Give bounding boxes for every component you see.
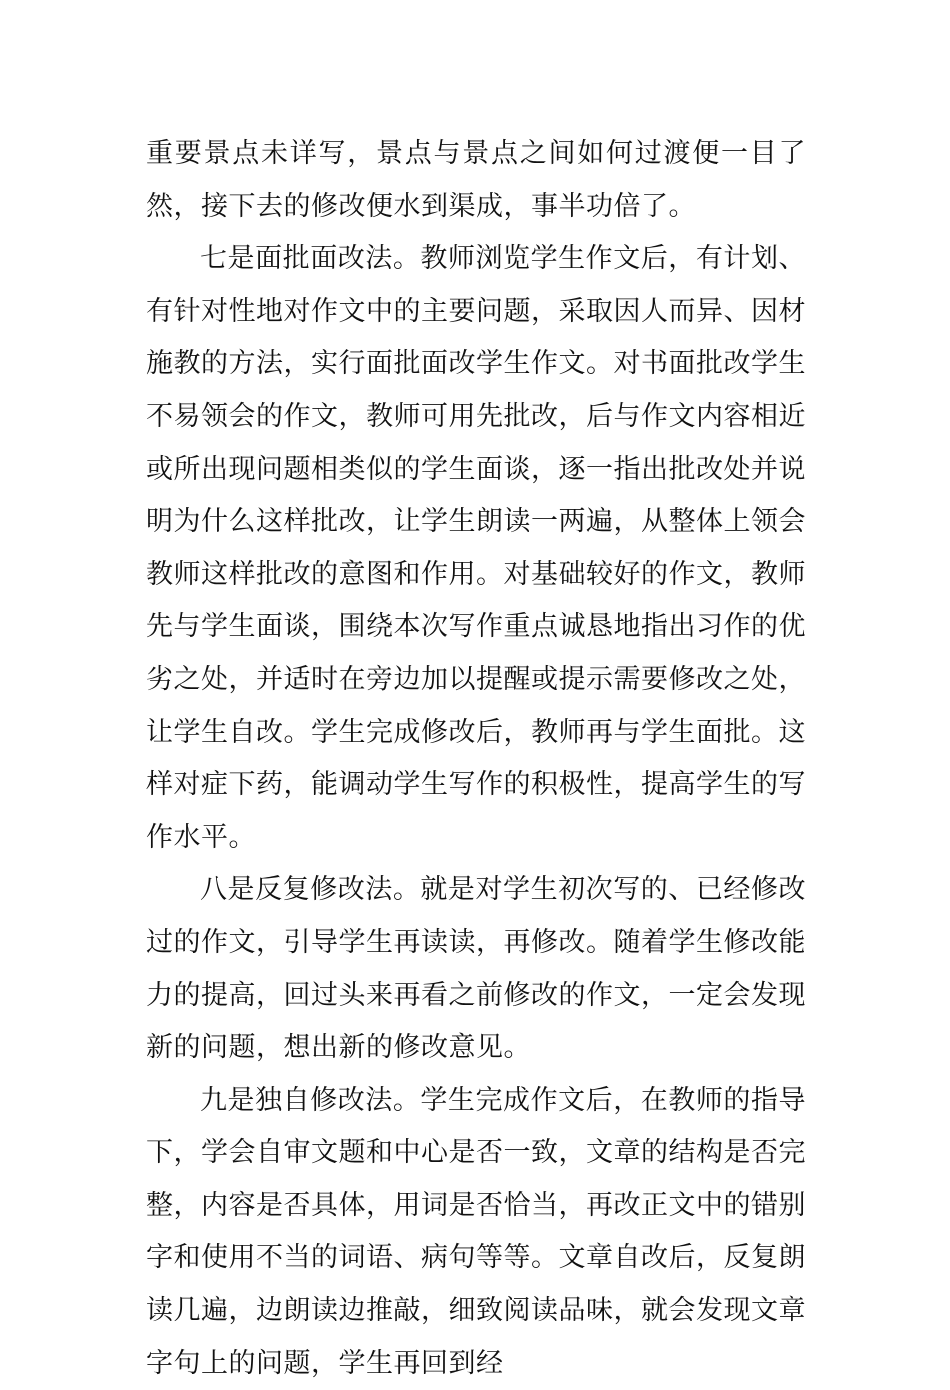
paragraph-method-nine: 九是独自修改法。学生完成作文后，在教师的指导下，学会自审文题和中心是否一致，文章的结构是否完整，内容是否具体，用词是否恰当，再改正文中的错别字和使用不当的词语、病句等等。文章自改后，反复朗读几遍，边朗读边推敲，细致阅读品味，就会发现文章字句上的问题，学生再回到经 bbox=[146, 1084, 806, 1379]
paragraph-continued: 重要景点未详写，景点与景点之间如何过渡便一目了然，接下去的修改便水到渠成，事半功倍了。 bbox=[146, 138, 806, 222]
body-text bbox=[146, 128, 806, 1390]
paragraph-method-eight: 八是反复修改法。就是对学生初次写的、已经修改过的作文，引导学生再读读，再修改。随着学生修改能力的提高，回过头来再看之前修改的作文，一定会发现新的问题，想出新的修改意见。 bbox=[146, 874, 806, 1064]
paragraph-method-seven: 七是面批面改法。教师浏览学生作文后，有计划、有针对性地对作文中的主要问题，采取因人而异、因材施教的方法，实行面批面改学生作文。对书面批改学生不易领会的作文，教师可用先批改，后与作文内容相近或所出现问题相类似的学生面谈，逐一指出批改处并说明为什么这样批改，让学生朗读一两遍，从整体上领会教师这样批改的意图和作用。对基础较好的作文，教师先与学生面谈，围绕本次写作重点诚恳地指出习作的优劣之处，并适时在旁边加以提醒或提示需要修改之处，让学生自改。学生完成修改后，教师再与学生面批。这样对症下药，能调动学生写作的积极性，提高学生的写作水平。 bbox=[146, 243, 806, 853]
